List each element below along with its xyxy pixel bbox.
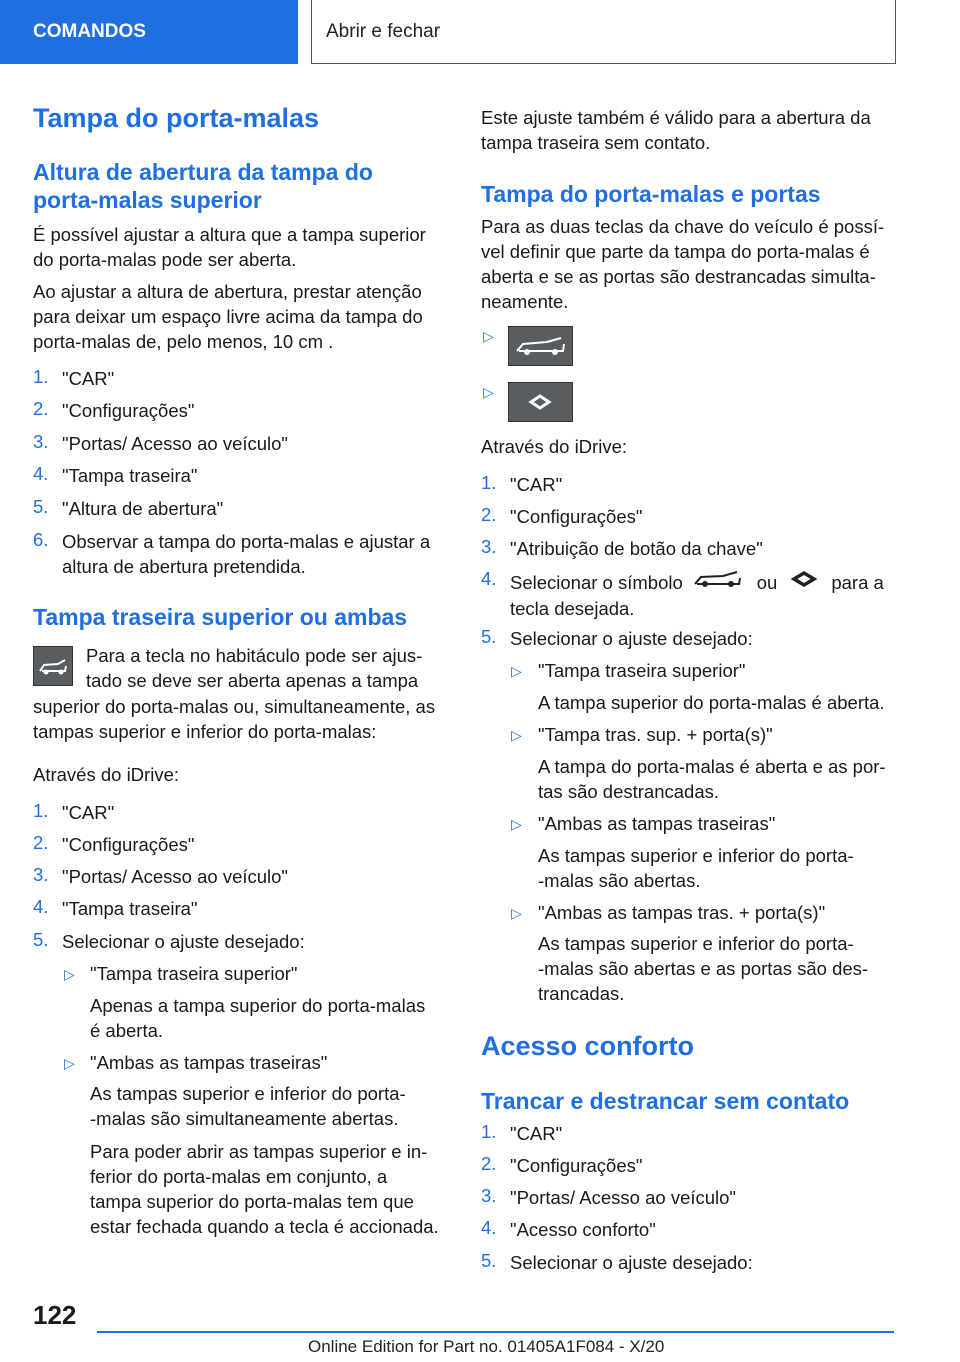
list-number: 2. [481, 1153, 497, 1174]
list-number: 2. [481, 504, 497, 525]
list-number: 5. [481, 626, 497, 647]
list-number: 3. [481, 536, 497, 557]
section-tab [0, 0, 298, 64]
text-line: neamente. [481, 291, 569, 312]
list-number: 4. [481, 1217, 497, 1238]
list-item: Selecionar o ajuste desejado: [510, 1252, 753, 1273]
list-item: "Configurações" [62, 834, 195, 855]
text-line: Ao ajustar a altura de abertura, prestar atenção [33, 281, 422, 302]
diamond-inline-icon [787, 568, 821, 596]
list-item: "CAR" [62, 802, 115, 823]
text-line: -malas são simultaneamente abertas. [90, 1108, 399, 1129]
list-number: 3. [33, 864, 49, 885]
list-number: 5. [33, 496, 49, 517]
list-number: 4. [33, 896, 49, 917]
list-number: 6. [33, 529, 49, 550]
text-line: para deixar um espaço livre acima da tampa do [33, 306, 423, 327]
text-line: ferior do porta-malas em conjunto, a [90, 1166, 388, 1187]
list-item: "Tampa traseira" [62, 898, 198, 919]
list-item: "Configurações" [510, 1155, 643, 1176]
bullet-triangle-icon: ▷ [64, 966, 75, 982]
text-line: tecla desejada. [510, 598, 635, 619]
text-line: Para a tecla no habitáculo pode ser ajus- [86, 645, 423, 666]
text-line: tas são destrancadas. [538, 781, 719, 802]
list-item: "Atribuição de botão da chave" [510, 538, 763, 559]
text-line: Para as duas teclas da chave do veículo é possí- [481, 216, 885, 237]
list-number: 5. [33, 929, 49, 950]
bullet-triangle-icon: ▷ [511, 727, 522, 743]
bullet-triangle-icon: ▷ [511, 663, 522, 679]
subheading-tailgate-doors: Tampa do porta-malas e portas [481, 181, 821, 207]
text-line: As tampas superior e inferior do porta- [538, 933, 854, 954]
text-line: trancadas. [538, 983, 625, 1004]
list-item: "CAR" [510, 474, 563, 495]
text-line: tampa traseira sem contato. [481, 132, 711, 153]
text-line: -malas são abertas e as portas são des- [538, 958, 869, 979]
list-number: 1. [481, 1121, 497, 1142]
list-item: Selecionar o ajuste desejado: [62, 931, 305, 952]
section-label: COMANDOS [33, 21, 146, 42]
text-line: Este ajuste também é válido para a abertura da [481, 107, 871, 128]
list-number: 1. [33, 366, 49, 387]
chapter-tab [311, 0, 896, 64]
subheading-opening-height [33, 158, 373, 214]
text-line: é aberta. [90, 1020, 164, 1041]
bullet-item: "Tampa traseira superior" [90, 963, 298, 984]
paragraph [481, 214, 884, 314]
list-number: 2. [33, 832, 49, 853]
list-number: 4. [33, 463, 49, 484]
list-item: "Portas/ Acesso ao veículo" [62, 866, 289, 887]
list-item: "Altura de abertura" [62, 498, 224, 519]
paragraph: Através do iDrive: [33, 764, 179, 785]
list-number: 4. [481, 568, 497, 589]
list-item: "Portas/ Acesso ao veículo" [510, 1187, 737, 1208]
text-line: As tampas superior e inferior do porta- [538, 845, 854, 866]
text-line: Apenas a tampa superior do porta-malas [90, 995, 426, 1016]
bullet-item: "Tampa tras. sup. + porta(s)" [538, 724, 773, 745]
subheading-line: Altura de abertura da tampa do [33, 159, 373, 185]
text-line: estar fechada quando a tecla é accionada. [90, 1216, 439, 1237]
bullet-triangle-icon: ▷ [511, 816, 522, 832]
subheading-upper-or-both: Tampa traseira superior ou ambas [33, 604, 408, 630]
list-item: "Portas/ Acesso ao veículo" [62, 433, 289, 454]
car-inline-icon [691, 568, 747, 596]
paragraph [90, 993, 425, 1043]
footer-edition: Online Edition for Part no. 01405A1F084 - X/20 [308, 1337, 665, 1356]
list-item: "CAR" [62, 368, 115, 389]
text-line: aberta e se as portas são destrancadas simulta- [481, 266, 876, 287]
subheading-line: porta-malas superior [33, 187, 262, 213]
list-item: "Tampa traseira" [62, 465, 198, 486]
text-line: Para poder abrir as tampas superior e in- [90, 1141, 428, 1162]
bullet-item: "Ambas as tampas traseiras" [538, 813, 776, 834]
text-fragment: Selecionar o símbolo [510, 571, 683, 593]
text-line: vel definir que parte da tampa do porta-malas é [481, 241, 870, 262]
paragraph [538, 754, 886, 804]
car-tailgate-key-icon [508, 326, 573, 366]
list-item: "CAR" [510, 1123, 563, 1144]
list-number: 3. [481, 1185, 497, 1206]
bullet-triangle-icon: ▷ [64, 1055, 75, 1071]
bullet-item: "Ambas as tampas tras. + porta(s)" [538, 902, 826, 923]
section-title-comfort-access: Acesso conforto [481, 1031, 695, 1061]
list-number: 2. [33, 398, 49, 419]
text-fragment: para a [831, 571, 884, 593]
text-line: tado se deve ser aberta apenas a tampa [86, 670, 419, 691]
text-line: -malas são abertas. [538, 870, 701, 891]
paragraph [86, 643, 422, 693]
bullet-item: "Tampa traseira superior" [538, 660, 746, 681]
paragraph [481, 105, 871, 155]
text-line: do porta-malas pode ser aberta. [33, 249, 297, 270]
list-item: "Acesso conforto" [510, 1219, 656, 1240]
text-line: Observar a tampa do porta-malas e ajustar a [62, 531, 431, 552]
paragraph: Através do iDrive: [481, 436, 627, 457]
list-item [510, 568, 910, 621]
page-title: Tampa do porta-malas [33, 103, 320, 133]
chapter-label: Abrir e fechar [326, 20, 441, 42]
text-line: tampa superior do porta-malas tem que [90, 1191, 414, 1212]
text-line: superior do porta-malas ou, simultaneamente, as [33, 696, 436, 717]
bullet-triangle-icon: ▷ [483, 328, 494, 344]
text-line: tampas superior e inferior do porta-malas: [33, 721, 377, 742]
subheading-lock-unlock: Trancar e destrancar sem contato [481, 1088, 850, 1114]
list-item: Selecionar o ajuste desejado: [510, 628, 753, 649]
paragraph [90, 1139, 439, 1239]
bullet-item: "Ambas as tampas traseiras" [90, 1052, 328, 1073]
text-line: É possível ajustar a altura que a tampa superior [33, 224, 426, 245]
text-line: porta-malas de, pelo menos, 10 cm . [33, 331, 334, 352]
list-item [62, 529, 430, 579]
bullet-triangle-icon: ▷ [511, 905, 522, 921]
page-number: 122 [33, 1300, 77, 1330]
paragraph [538, 931, 868, 1006]
list-number: 1. [481, 472, 497, 493]
diamond-key-icon [508, 382, 573, 422]
footer-divider [97, 1331, 894, 1333]
list-item: "Configurações" [62, 400, 195, 421]
list-item: "Configurações" [510, 506, 643, 527]
text-line: altura de abertura pretendida. [62, 556, 306, 577]
paragraph: A tampa superior do porta-malas é aberta. [538, 692, 885, 713]
list-number: 1. [33, 800, 49, 821]
paragraph [33, 222, 426, 272]
paragraph [33, 694, 435, 744]
text-fragment: ou [756, 571, 778, 593]
list-number: 5. [481, 1250, 497, 1271]
paragraph [90, 1081, 406, 1131]
text-line: As tampas superior e inferior do porta- [90, 1083, 406, 1104]
list-number: 3. [33, 431, 49, 452]
tailgate-button-icon [33, 646, 73, 686]
bullet-triangle-icon: ▷ [483, 384, 494, 400]
paragraph [538, 843, 854, 893]
paragraph [33, 279, 423, 354]
text-line: A tampa do porta-malas é aberta e as por- [538, 756, 886, 777]
